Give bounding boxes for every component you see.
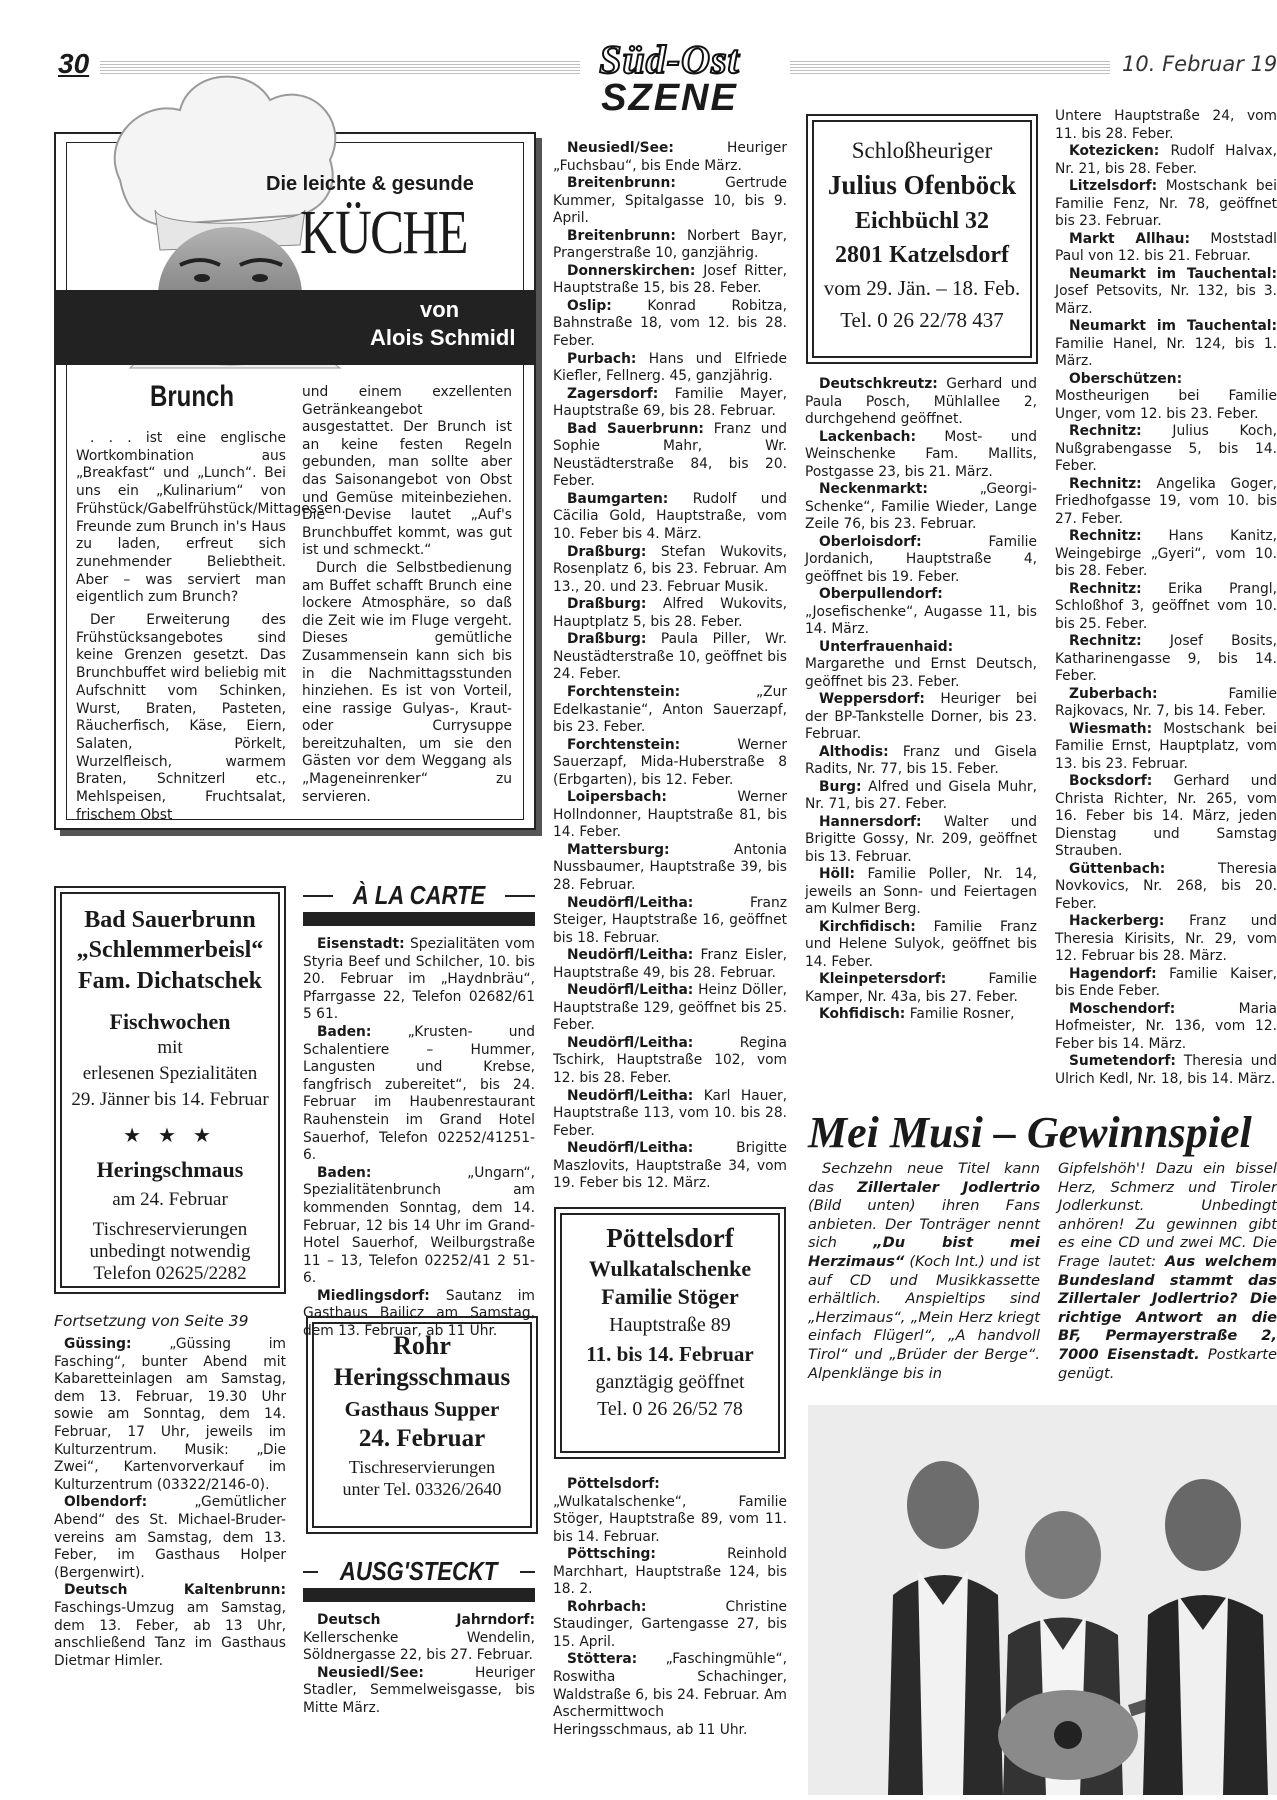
entry-text: Brigitte Maszlovits, Hauptstraße 34, vom 19. Feber bis 12. März.	[553, 1140, 787, 1192]
ad-sauerbrunn-line4: Fischwochen	[109, 1009, 231, 1034]
entry-text: Regina Tschirk, Hauptstraße 102, vom 12. bis 28. Feber.	[553, 1034, 787, 1086]
place-name: Rechnitz:	[1069, 580, 1142, 597]
ad-sauerbrunn-line6: erlesenen Spezialitäten	[82, 1063, 258, 1084]
place-name: Neudörfl/Leitha:	[567, 1034, 694, 1051]
entry-text: Franz Steiger, Hauptstraße 16, geöffnet bis 18. Februar.	[553, 894, 787, 946]
place-name: Pöttelsdorf:	[567, 1476, 660, 1492]
masthead-top: Süd-Ost	[599, 37, 740, 82]
place-name: Neckenmarkt:	[819, 481, 928, 497]
place-name: Forchtenstein:	[567, 683, 681, 700]
heuriger-entry	[553, 842, 787, 895]
ausgsteckt-entry	[303, 1612, 535, 1665]
divider	[303, 1571, 318, 1573]
entry-text: Untere Hauptstraße 24, vom 11. bis 28. Feber.	[1055, 108, 1277, 142]
ad-poettelsdorf-line7: Tel. 0 26 26/52 78	[597, 1398, 743, 1420]
heuriger-entry	[1055, 143, 1277, 178]
place-name: Draßburg:	[567, 631, 647, 648]
ad-poettelsdorf-line2: Wulkatalschenke	[588, 1256, 752, 1281]
entry-text: Mostheurigen bei Familie Unger, vom 12. bis 23. Feber.	[1055, 388, 1277, 422]
place-name: Neusiedl/See:	[567, 140, 674, 156]
entry-text: Rudolf und Cäcilia Gold, Hauptstraße, vom 10. Feber bis 4. März.	[553, 490, 787, 543]
place-name: Kirchfidisch:	[819, 918, 916, 935]
place-name: Lackenbach:	[819, 428, 916, 445]
fortsetzung-heading: Fortsetzung von Seite 39	[54, 1312, 249, 1330]
ad-poettelsdorf-line3: Familie Stöger	[601, 1284, 739, 1309]
entry-text: Hans Kanitz, Weingebirge „Gyeri“, vom 10. bis 28. Feber.	[1055, 528, 1277, 579]
heuriger-entry	[553, 1651, 787, 1739]
kitchen-col2-p2: Durch die Selbstbedienung am Buffet schafft Brunch eine lockere Atmosphäre, so daß die Zeit wie im Fluge vergeht. Dieses gemütliche Zusammensein kann sich bis in die Nachmittagsstunden hinziehen. Es ist von Vorteil, eine rassige Gulyas-, Kraut- oder Currysuppe bereitzuhalten, um sie den Gästen vor dem Weggang als „Mageneinrenker“ zu servieren.	[302, 559, 512, 805]
header-rule-right	[790, 60, 1110, 74]
entry-text: Stefan Wukovits, Rosenplatz 6, bis 23. Februar. Am 13., 20. und 23. Februar Musik.	[553, 543, 787, 595]
place-name: Forchtenstein:	[567, 736, 681, 753]
entry-text: Familie Franz und Helene Sulyok, geöffnet bis 14. Feber.	[805, 918, 1037, 970]
kitchen-col-1	[76, 430, 346, 830]
ad-sauerbrunn-line11: unbedingt notwendig	[89, 1241, 251, 1262]
entry-text: Maria Hofmeister, Nr. 136, vom 12. Feber bis 14. März.	[1055, 1000, 1277, 1052]
place-name: Bad Sauerbrunn:	[567, 420, 704, 437]
entry-text: Walter und Brigitte Gossy, Nr. 209, geöffnet bis 13. Februar.	[805, 813, 1037, 865]
heuriger-entry	[553, 1088, 787, 1141]
entry-text: „Faschingmühle“, Roswitha Schachinger, Waldstraße 6, bis 24. Februar. Am Aschermittwoch Heringsschmaus, ab 11 Uhr.	[553, 1651, 787, 1738]
entry-text: Kellerschenke Wendelin, Söldnergasse 22, bis 27. Februar.	[303, 1629, 535, 1664]
entry-text: „Güssing im Fasching“, bunter Abend mit Kabaretteinlagen am Samstag, dem 13. Februar, 19.30 Uhr sowie am Sonntag, dem 14. Februar, 17 Uhr, jeweils im Kulturzentrum. Musik: „Die Zwei“, Kartenvorverkauf im Kulturzentrum (03322/2146-0).	[54, 1336, 286, 1493]
entry-text: Faschings-Umzug am Samstag, dem 13. Feber, ab 13 Uhr, anschließend Tanz im Gasthaus Dietmar Himler.	[54, 1599, 286, 1669]
kitchen-col1-p1: . . . ist eine englische Wortkombination aus „Breakfast“ und „Lunch“. Bei uns ein „Kulinarium“ von Frühstück/Gabelfrühstück/Mittagessen. Freunde zum Brunch in's Haus zu laden, erfreut sich zunehmender Beliebtheit. Aber – was serviert man eigentlich zum Brunch?	[76, 430, 346, 606]
place-name: Rohrbach:	[567, 1598, 647, 1615]
ausgsteckt-heading-row	[303, 1556, 535, 1588]
heuriger-entry	[1055, 423, 1277, 476]
ad-rohr-line5: Tischreservierungen	[348, 1457, 496, 1477]
ad-poettelsdorf-line1: Pöttelsdorf	[606, 1223, 734, 1253]
ad-sauerbrunn-line7: 29. Jänner bis 14. Februar	[71, 1089, 269, 1110]
ad-sauerbrunn-line3: Fam. Dichatschek	[78, 968, 262, 994]
place-name: Oberschützen:	[1069, 370, 1183, 387]
band-illustration	[808, 1405, 1277, 1795]
header-date: 10. Februar 19	[1122, 52, 1277, 76]
ad-sauerbrunn-line9: am 24. Februar	[112, 1189, 228, 1210]
ad-rohr-line2: Heringsschmaus	[333, 1364, 511, 1391]
heuriger-entry	[553, 596, 787, 631]
heuriger-entry	[553, 421, 787, 491]
ausgsteckt-col	[303, 1612, 535, 1782]
masthead-bottom: SZENE	[601, 77, 738, 119]
heuriger-entry	[553, 1599, 787, 1652]
divider	[303, 895, 333, 897]
place-name: Zagersdorf:	[567, 385, 659, 402]
musi-col-left	[808, 1160, 1040, 1400]
musi-left-text	[808, 1160, 1040, 1383]
heuriger-entry	[805, 919, 1037, 972]
entry-text: Antonia Nussbaumer, Hauptstraße 39, bis 28. Februar.	[553, 841, 787, 893]
ausgsteckt-entry	[303, 1665, 535, 1718]
place-name: Althodis:	[819, 743, 889, 760]
body-text: Sechzehn neue Titel kann das	[808, 1160, 1040, 1196]
entry-text: Mostschank bei Familie Fenz, Nr. 78, geöffnet bis 23. Februar.	[1055, 178, 1277, 229]
heuriger-entry	[553, 789, 787, 842]
place-name: Hackerberg:	[1069, 913, 1165, 929]
ad-ofenboeck-line1: Schloßheuriger	[851, 138, 993, 163]
place-name: Güttenbach:	[1069, 860, 1166, 877]
place-name: Pöttsching:	[567, 1546, 656, 1563]
heuriger-entry	[805, 866, 1037, 919]
place-name: Güssing:	[64, 1336, 132, 1352]
heuriger-entry	[1055, 108, 1277, 143]
kitchen-col1-p2: Der Erweiterung des Frühstücksangebotes sind keine Grenzen gesetzt. Das Brunchbuffet wird beliebig mit Aufschnitt vom Schinken, Wurst, Braten, Pasteten, Räucherfisch, Käse, Eiern, Salaten, Pörkelt, Wurzelfleisch, warmem Braten, Schnitzerl etc., Mehlspeisen, Fruchtsalat, frischem Obst	[76, 612, 286, 823]
entry-text: Familie Kaiser, bis Ende Feber.	[1055, 965, 1277, 999]
entry-text: Gertrude Kummer, Spitalgasse 10, bis 9. April.	[553, 175, 787, 227]
heuriger-entry	[553, 1140, 787, 1193]
place-name: Rechnitz:	[1069, 475, 1142, 492]
entry-text: Heinz Döller, Hauptstraße 129, geöffnet bis 25. Feber.	[553, 982, 787, 1034]
heuriger-entry	[553, 491, 787, 544]
heuriger-entry	[805, 814, 1037, 867]
place-name: Kohfidisch:	[819, 1006, 906, 1022]
heuriger-col-3b	[553, 1476, 787, 1776]
kitchen-col2-p1: und einem exzellenten Getränkeangebot ausgestattet. Der Brunch ist an keine festen Regeln gebunden, man sollte aber das Saisonangebot von Obst und Gemüse miteinbeziehen. Die Devise lautet „Auf's Brunchbuffet kommt, was gut ist und schmeckt.“	[302, 384, 512, 559]
heuriger-entry	[1055, 721, 1277, 774]
heuriger-col-4	[805, 376, 1037, 1091]
heuriger-entry	[1055, 476, 1277, 529]
place-name: Purbach:	[567, 350, 637, 367]
heuriger-entry	[805, 534, 1037, 587]
heuriger-entry	[1055, 1001, 1277, 1054]
ad-sauerbrunn-line8: Heringschmaus	[96, 1157, 244, 1182]
heuriger-entry	[1055, 318, 1277, 371]
ad-sauerbrunn-line12: Telefon 02625/2282	[93, 1263, 247, 1284]
entry-text: „Krusten- und Schalentiere – Hummer, Langusten und Krebse, fangfrisch zubereitet“, bis 24. Februar im Haubenrestaurant Rauhenstein im Grand Hotel Sauerhof, Telefon 02252/41251-6.	[303, 1023, 535, 1164]
ausgsteckt-heading: AUSG'STECKT	[340, 1556, 498, 1587]
entry-text: Familie Rajkovacs, Nr. 7, bis 14. Feber.	[1055, 685, 1277, 719]
heuriger-entry	[805, 639, 1037, 692]
place-name: Deutsch Kaltenbrunn:	[64, 1582, 286, 1599]
entry-text: Heuriger „Fuchsbau“, bis Ende März.	[553, 140, 787, 174]
place-name: Donnerskirchen:	[567, 262, 696, 279]
entry-text: „Wulkatalschenke“, Familie Stöger, Hauptstraße 89, vom 11. bis 14. Februar.	[553, 1493, 787, 1545]
place-name: Wiesmath:	[1069, 720, 1153, 737]
entry-text: Theresia und Ulrich Kedl, Nr. 18, bis 14. März.	[1055, 1053, 1277, 1087]
entry-text: Rudolf Halvax, Nr. 21, bis 28. Feber.	[1055, 143, 1277, 177]
heuriger-entry	[805, 779, 1037, 814]
place-name: Neumarkt im Tauchental:	[1069, 318, 1277, 334]
place-name: Neudörfl/Leitha:	[567, 894, 694, 911]
heuriger-entry	[805, 376, 1037, 429]
page-number: 30	[58, 48, 90, 79]
ad-rohr-line6: unter Tel. 03326/2640	[342, 1479, 502, 1499]
heuriger-entry	[553, 228, 787, 263]
body-text: Postkarte genügt.	[1058, 1345, 1277, 1382]
place-name: Draßburg:	[567, 596, 647, 613]
heuriger-entry	[1055, 913, 1277, 966]
divider	[505, 895, 535, 897]
place-name: Miedlingsdorf:	[317, 1287, 430, 1304]
entry-text: Most- und Weinschenke Fam. Mallits, Postgasse 23, bis 21. März.	[805, 428, 1037, 480]
entry-text: „Josefischenke“, Augasse 11, bis 14. März.	[805, 603, 1037, 637]
heuriger-entry	[553, 982, 787, 1035]
entry-text: Gerhard und Christa Richter, Nr. 265, vom 16. Feber bis 14. März, jeden Dienstag und Samstag Strauben.	[1055, 773, 1277, 859]
place-name: Baumgarten:	[567, 490, 669, 507]
ad-ofenboeck-line2: Julius Ofenböck	[827, 170, 1017, 200]
place-name: Loipersbach:	[567, 789, 667, 806]
heuriger-entry	[1055, 686, 1277, 721]
body-text: (Koch Int.) und ist auf CD und Musikkassette erhältlich. Anspieltips sind „Herzimaus“, „Mein Herz kriegt einfach Flügerl“, „A handvoll Tirol“ und „Brüder der Berge“. Alpenklänge bis in	[808, 1252, 1040, 1382]
entry-text: Mostschank bei Familie Ernst, Hauptplatz, vom 13. bis 23. Februar.	[1055, 720, 1277, 772]
ausgsteckt-bar	[303, 1588, 535, 1602]
place-name: Neudörfl/Leitha:	[567, 947, 694, 964]
place-name: Breitenbrunn:	[567, 175, 676, 192]
heuriger-entry	[1055, 966, 1277, 1001]
masthead	[562, 38, 777, 130]
entry-text: Erika Prangl, Schloßhof 3, geöffnet vom 10. bis 25. Feber.	[1055, 580, 1277, 632]
entry-text: Theresia Novkovics, Nr. 268, bis 20. Feber.	[1055, 860, 1277, 912]
emphasis-text: „Du bist mei Herzimaus“	[808, 1234, 1040, 1270]
entry-text: Werner Hollndonner, Hauptstraße 81, bis 14. Feber.	[553, 789, 787, 841]
heuriger-entry	[1055, 178, 1277, 231]
ad-sauerbrunn-line10: Tischreservierungen	[92, 1219, 248, 1240]
place-name: Deutsch Jahrndorf:	[317, 1612, 535, 1628]
place-name: Rechnitz:	[1069, 528, 1142, 544]
place-name: Breitenbrunn:	[567, 227, 676, 244]
entry-text: Josef Ritter, Hauptstraße 15, bis 28. Feber.	[553, 262, 787, 297]
heuriger-col-5	[1055, 108, 1277, 1087]
heuriger-entry	[1055, 633, 1277, 686]
heuriger-entry	[805, 481, 1037, 534]
entry-text: Christine Staudinger, Gartengasse 27, bis 15. April.	[553, 1598, 787, 1650]
musi-headline: Mei Musi – Gewinnspiel	[808, 1108, 1252, 1157]
fortsetzung-entry	[54, 1582, 286, 1670]
fortsetzung-entry	[54, 1336, 286, 1494]
ad-poettelsdorf-line6: ganztägig geöffnet	[595, 1371, 745, 1393]
place-name: Weppersdorf:	[819, 691, 925, 707]
heuriger-entry	[553, 386, 787, 421]
place-name: Neumarkt im Tauchental:	[1069, 265, 1277, 282]
heuriger-entry	[1055, 266, 1277, 319]
kitchen-byline-2: Alois Schmidl	[370, 325, 516, 350]
ad-rohr-line3: Gasthaus Supper	[344, 1397, 500, 1421]
heuriger-entry	[553, 1035, 787, 1088]
entry-text: Julius Koch, Nußgrabengasse 5, bis 14. Feber.	[1055, 423, 1277, 474]
alacarte-entry	[303, 936, 535, 1024]
place-name: Draßburg:	[567, 543, 647, 560]
heuriger-entry	[805, 586, 1037, 639]
alacarte-heading: À LA CARTE	[352, 880, 486, 911]
place-name: Oslip:	[567, 297, 612, 314]
heuriger-entry	[553, 1476, 787, 1546]
heuriger-entry	[553, 263, 787, 298]
heuriger-entry	[553, 298, 787, 351]
entry-text: Alfred und Gisela Muhr, Nr. 71, bis 27. Feber.	[805, 778, 1037, 812]
ad-ofenboeck-line4: 2801 Katzelsdorf	[835, 242, 1009, 268]
place-name: Zuberbach:	[1069, 685, 1158, 702]
heuriger-entry	[553, 1546, 787, 1599]
entry-text: Alfred Wukovits, Hauptplatz 5, bis 28. Feber.	[553, 596, 787, 630]
kitchen-col-2	[302, 384, 512, 824]
entry-text: Margarethe und Ernst Deutsch, geöffnet bis 23. Feber.	[805, 656, 1037, 690]
ad-rohr-line4: 24. Februar	[358, 1425, 486, 1452]
emphasis-text: Aus welchem Bundesland stammt das Zillertaler Jodlertrio? Die richtige Antwort an die BF, Permayerstraße 2, 7000 Eisenstadt.	[1058, 1252, 1277, 1363]
place-name: Eisenstadt:	[317, 936, 405, 952]
heuriger-entry	[553, 175, 787, 228]
fortsetzung-entry	[54, 1494, 286, 1582]
heuriger-entry	[553, 631, 787, 684]
heuriger-entry	[805, 691, 1037, 744]
ad-rohr-line1: Rohr	[393, 1331, 451, 1360]
place-name: Rechnitz:	[1069, 423, 1142, 439]
entry-text: Franz und Theresia Kirisits, Nr. 29, vom 12. Februar bis 28. März.	[1055, 913, 1277, 964]
heuriger-entry	[1055, 861, 1277, 914]
entry-text: Norbert Bayr, Prangerstraße 10, ganzjährig.	[553, 227, 787, 262]
heuriger-entry	[1055, 1053, 1277, 1088]
heuriger-col-3	[553, 140, 787, 1245]
entry-text: Hans und Elfriede Kiefler, Fellnerg. 45, ganzjährig.	[553, 350, 787, 385]
place-name: Deutschkreutz:	[819, 376, 938, 392]
ad-poettelsdorf-line5: 11. bis 14. Februar	[586, 1342, 754, 1366]
heuriger-entry	[1055, 773, 1277, 861]
entry-text: Heuriger bei der BP-Tankstelle Dorner, bis 23. Februar.	[805, 691, 1037, 742]
entry-text: „Ungarn“, Spezialitätenbrunch am kommenden Sonntag, dem 14. Februar, 12 bis 14 Uhr im Grand-Hotel Sauerhof, Weilburgstraße 11 – 13, Telefon 02252/41 2 51-6.	[303, 1164, 535, 1287]
ad-poettelsdorf-line4: Hauptstraße 89	[609, 1314, 731, 1336]
ad-ofenboeck-line5: vom 29. Jän. – 18. Feb.	[823, 276, 1021, 300]
heuriger-entry	[553, 544, 787, 597]
entry-text: Karl Hauer, Hauptstraße 113, vom 10. bis 28. Feber.	[553, 1087, 787, 1139]
heuriger-entry	[1055, 528, 1277, 581]
fortsetzung-col	[54, 1310, 286, 1780]
heuriger-entry	[1055, 581, 1277, 634]
article-title: Brunch	[150, 380, 234, 413]
entry-text: Gerhard und Paula Posch, Mühlallee 2, durchgehend geöffnet.	[805, 376, 1037, 427]
place-name: Bocksdorf:	[1069, 773, 1153, 789]
ad-poettelsdorf	[560, 1213, 780, 1453]
entry-text: Konrad Robitza, Bahnstraße 18, vom 12. bis 28. Feber.	[553, 297, 787, 350]
place-name: Markt Allhau:	[1069, 230, 1191, 247]
place-name: Neudörfl/Leitha:	[567, 1087, 694, 1104]
heuriger-entry	[553, 737, 787, 790]
entry-text: Familie Kamper, Nr. 43a, bis 27. Feber.	[805, 971, 1037, 1005]
alacarte-entry	[303, 1165, 535, 1288]
place-name: Hannersdorf:	[819, 813, 922, 830]
entry-text: Moststadl Paul von 12. bis 21. Februar.	[1055, 230, 1277, 264]
heuriger-entry	[805, 1006, 1037, 1024]
entry-text: Paula Piller, Wr. Neustädterstraße 10, geöffnet bis 24. Feber.	[553, 631, 787, 683]
ad-rohr	[312, 1322, 532, 1528]
entry-text: Heuriger Stadler, Semmelweisgasse, bis Mitte März.	[303, 1664, 535, 1716]
musi-right-text	[1058, 1160, 1277, 1383]
entry-text: „Gemütlicher Abend“ des St. Michael-Bruder-vereins am Samstag, dem 13. Feber, im Gasthaus Holper (Bergenwirt).	[54, 1494, 286, 1581]
place-name: Olbendorf:	[64, 1494, 148, 1511]
place-name: Litzelsdorf:	[1069, 178, 1158, 194]
ad-sauerbrunn-stars: ★ ★ ★	[123, 1125, 217, 1147]
place-name: Unterfrauenhaid:	[819, 638, 954, 655]
ad-sauerbrunn-line2: „Schlemmerbeisl“	[76, 937, 264, 963]
heuriger-entry	[553, 140, 787, 175]
band-photo	[808, 1405, 1277, 1795]
kitchen-title: KÜCHE	[300, 199, 467, 267]
heuriger-entry	[805, 429, 1037, 482]
entry-text: Josef Bosits, Katharinengasse 9, bis 14. Feber.	[1055, 633, 1277, 684]
place-name: Neusiedl/See:	[317, 1664, 424, 1681]
ad-sauerbrunn	[60, 892, 280, 1288]
ad-sauerbrunn-line5: mit	[157, 1037, 183, 1058]
ad-sauerbrunn-line1: Bad Sauerbrunn	[84, 907, 256, 933]
place-name: Baden:	[317, 1023, 372, 1040]
entry-text: Franz und Gisela Radits, Nr. 77, bis 15. Feber.	[805, 743, 1037, 777]
body-text: (Bild unten) ihren Fans anbieten. Der Tonträger nennt sich	[808, 1197, 1040, 1252]
heuriger-entry	[553, 351, 787, 386]
entry-text: Familie Hanel, Nr. 124, bis 1. März.	[1055, 335, 1277, 369]
entry-text: Franz und Sophie Mahr, Wr. Neustädterstraße 84, bis 20. Feber.	[553, 420, 787, 490]
heuriger-entry	[805, 744, 1037, 779]
body-text: Gipfelshöh'! Dazu ein bissel Herz, Schmerz und Tiroler Jodlerkunst. Unbedingt anhören! Zu gewinnen gibt es eine CD und zwei MC. Die Frage lautet:	[1058, 1160, 1277, 1270]
ad-ofenboeck-line3: Eichbüchl 32	[854, 208, 990, 234]
kitchen-kicker: Die leichte & gesunde	[266, 173, 474, 195]
place-name: Höll:	[819, 866, 856, 882]
entry-text: Spezialitäten vom Styria Beef und Schilcher, 10. bis 20. Februar im „Haydnbräu“, Pfarrgasse 22, Telefon 02682/61 5 61.	[303, 936, 535, 1023]
entry-text: Familie Mayer, Hauptstraße 69, bis 28. Februar.	[553, 385, 787, 420]
place-name: Baden:	[317, 1164, 372, 1181]
place-name: Burg:	[819, 778, 862, 795]
place-name: Moschendorf:	[1069, 1000, 1176, 1017]
entry-text: Franz Eisler, Hauptstraße 49, bis 28. Februar.	[553, 947, 787, 981]
entry-text: Angelika Goger, Friedhofgasse 19, vom 10. bis 27. Feber.	[1055, 475, 1277, 527]
place-name: Kotezicken:	[1069, 143, 1160, 159]
kitchen-byline-1: von	[420, 297, 460, 322]
entry-text: Josef Petsovits, Nr. 132, bis 3. März.	[1055, 283, 1277, 317]
heuriger-entry	[553, 947, 787, 982]
ad-ofenboeck-line6: Tel. 0 26 22/78 437	[840, 308, 1004, 332]
place-name: Oberloisdorf:	[819, 533, 922, 550]
divider	[520, 1571, 535, 1573]
place-name: Neudörfl/Leitha:	[567, 982, 694, 999]
alacarte-heading-row	[303, 880, 535, 912]
alacarte-bar	[303, 912, 535, 926]
entry-text: Familie Poller, Nr. 14, jeweils an Sonn- und Feiertagen am Kulmer Berg.	[805, 866, 1037, 917]
entry-text: Familie Jordanich, Hauptstraße 4, geöffnet bis 19. Feber.	[805, 533, 1037, 585]
entry-text: „Zur Edelkastanie“, Anton Sauerzapf, bis 23. Feber.	[553, 683, 787, 736]
ad-ofenboeck	[812, 120, 1032, 358]
heuriger-entry	[1055, 231, 1277, 266]
entry-text: Sautanz im Gasthaus Bailicz am Samstag, dem 13. Februar, ab 11 Uhr.	[303, 1287, 535, 1340]
entry-text: „Georgi-Schenke“, Familie Wieder, Lange Zeile 76, bis 23. Februar.	[805, 481, 1037, 532]
heuriger-entry	[553, 684, 787, 737]
heuriger-entry	[1055, 371, 1277, 424]
alacarte-col	[303, 936, 535, 1340]
emphasis-text: Zillertaler Jodlertrio	[857, 1178, 1040, 1196]
place-name: Mattersburg:	[567, 841, 670, 858]
heuriger-entry	[805, 971, 1037, 1006]
entry-text: Werner Sauerzapf, Mida-Huberstraße 8 (Erbgarten), bis 12. Feber.	[553, 736, 787, 788]
place-name: Oberpullendorf:	[819, 586, 943, 602]
place-name: Kleinpetersdorf:	[819, 971, 947, 987]
entry-text: Reinhold Marchhart, Hauptstraße 124, bis 18. 2.	[553, 1546, 787, 1598]
alacarte-entry	[303, 1024, 535, 1165]
place-name: Rechnitz:	[1069, 633, 1142, 649]
heuriger-entry	[553, 895, 787, 948]
place-name: Hagendorf:	[1069, 965, 1157, 982]
place-name: Neudörfl/Leitha:	[567, 1140, 694, 1157]
place-name: Stöttera:	[567, 1651, 638, 1668]
musi-col-right	[1058, 1160, 1277, 1400]
entry-text: Familie Rosner,	[905, 1006, 1015, 1022]
place-name: Sumetendorf:	[1069, 1053, 1176, 1069]
